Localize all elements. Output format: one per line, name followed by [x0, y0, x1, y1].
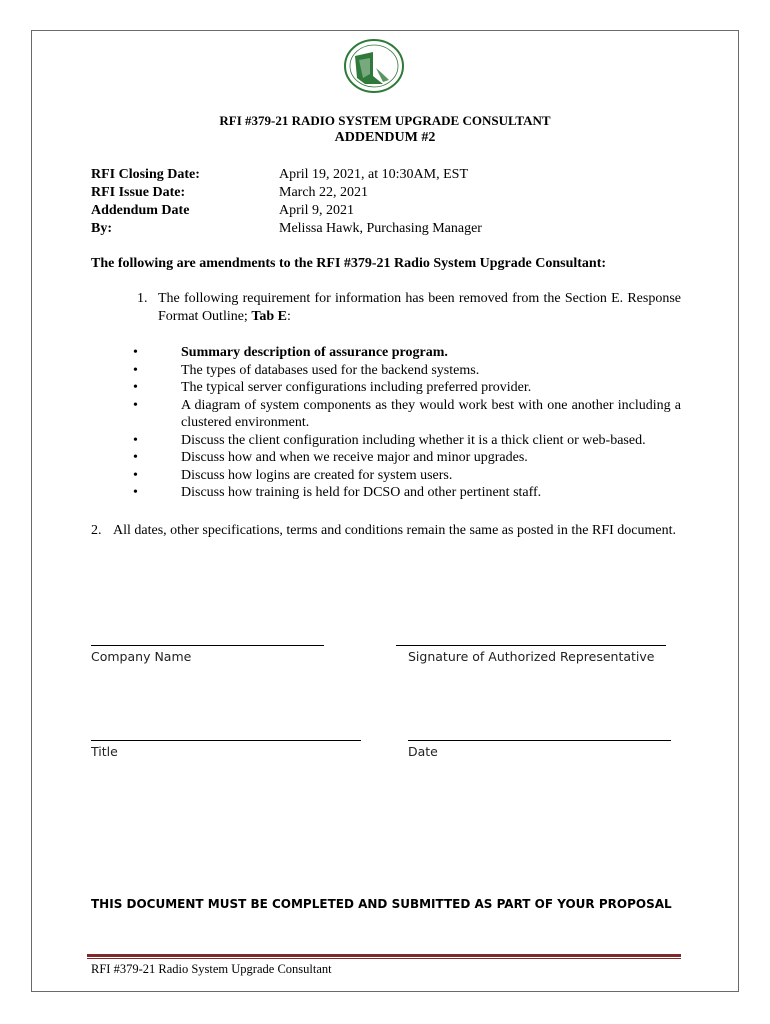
list-item-text: Discuss how and when we receive major and minor upgrades.: [181, 450, 528, 465]
list-item: [133, 467, 681, 485]
list-item-text: Discuss how logins are created for system users.: [181, 467, 453, 483]
company-name-label: Company Name: [91, 649, 192, 664]
addendum-number: ADDENDUM #2: [334, 130, 436, 145]
rfi-info-block: [91, 166, 482, 238]
document-title: RFI #379-21 RADIO SYSTEM UPGRADE CONSULTANT: [219, 113, 551, 128]
info-row-issue-date: [91, 184, 482, 202]
list-item-text: The typical server configurations including preferred provider.: [181, 380, 532, 395]
title-line[interactable]: [91, 740, 361, 741]
footer-rule-thin: [87, 958, 681, 959]
item-text-main: The following requirement for information has been removed from the Section E. Response Format Outline;: [158, 291, 681, 324]
list-item-text: Discuss the client configuration including whether it is a thick client or web-based.: [181, 432, 646, 448]
company-name-line[interactable]: [91, 645, 324, 646]
amendment-item-1: [137, 290, 681, 326]
list-item: [133, 484, 681, 502]
bullet-icon: •: [133, 467, 138, 483]
list-item-text: Summary description of assurance program.: [181, 345, 448, 360]
list-item: [133, 449, 681, 467]
list-item-text: A diagram of system components as they would work best with one another including a clustered environment.: [181, 397, 681, 430]
signature-label: Signature of Authorized Representative: [408, 649, 655, 664]
amendment-item-2: [91, 522, 681, 540]
date-line[interactable]: [408, 740, 671, 741]
item-text: [158, 290, 681, 326]
list-item: [133, 397, 681, 432]
info-value: April 9, 2021: [279, 203, 355, 218]
item-number: 1.: [137, 291, 148, 306]
info-value: Melissa Hawk, Purchasing Manager: [279, 221, 482, 236]
list-item: [133, 432, 681, 450]
list-item: [133, 344, 681, 362]
item-text-tail: :: [287, 309, 291, 324]
info-row-addendum-date: [91, 202, 482, 220]
info-row-closing-date: [91, 166, 482, 184]
bullet-icon: •: [133, 450, 138, 465]
title-label: Title: [91, 744, 118, 759]
submission-notice: THIS DOCUMENT MUST BE COMPLETED AND SUBMITTED AS PART OF YOUR PROPOSAL: [91, 897, 672, 911]
bullet-icon: •: [133, 380, 138, 395]
list-item: [133, 379, 681, 397]
list-item: [133, 362, 681, 380]
amendments-lead: The following are amendments to the RFI #379-21 Radio System Upgrade Consultant:: [91, 256, 607, 271]
bullet-icon: •: [133, 397, 138, 413]
bullet-icon: •: [133, 362, 138, 378]
list-item-text: The types of databases used for the backend systems.: [181, 362, 480, 378]
bullet-icon: •: [133, 432, 138, 448]
info-label: By:: [91, 221, 112, 236]
removed-requirements-list: [133, 344, 681, 502]
info-value: April 19, 2021, at 10:30AM, EST: [279, 167, 468, 182]
footer-rule: [87, 954, 681, 957]
signature-line[interactable]: [396, 645, 666, 646]
bullet-icon: •: [133, 485, 138, 500]
info-row-by: [91, 220, 482, 238]
footer-text: RFI #379-21 Radio System Upgrade Consultant: [91, 962, 332, 976]
item-text: All dates, other specifications, terms and conditions remain the same as posted in the RFI document.: [113, 523, 676, 538]
item-text-bold: Tab E: [251, 309, 288, 324]
bullet-icon: •: [133, 345, 138, 360]
list-item-text: Discuss how training is held for DCSO and other pertinent staff.: [181, 485, 542, 500]
item-number: 2.: [91, 523, 102, 538]
info-label: Addendum Date: [91, 203, 190, 218]
county-seal-logo: [343, 38, 405, 94]
date-label: Date: [408, 744, 438, 759]
info-label: RFI Closing Date:: [91, 167, 200, 182]
info-label: RFI Issue Date:: [91, 185, 186, 200]
info-value: March 22, 2021: [279, 185, 369, 200]
